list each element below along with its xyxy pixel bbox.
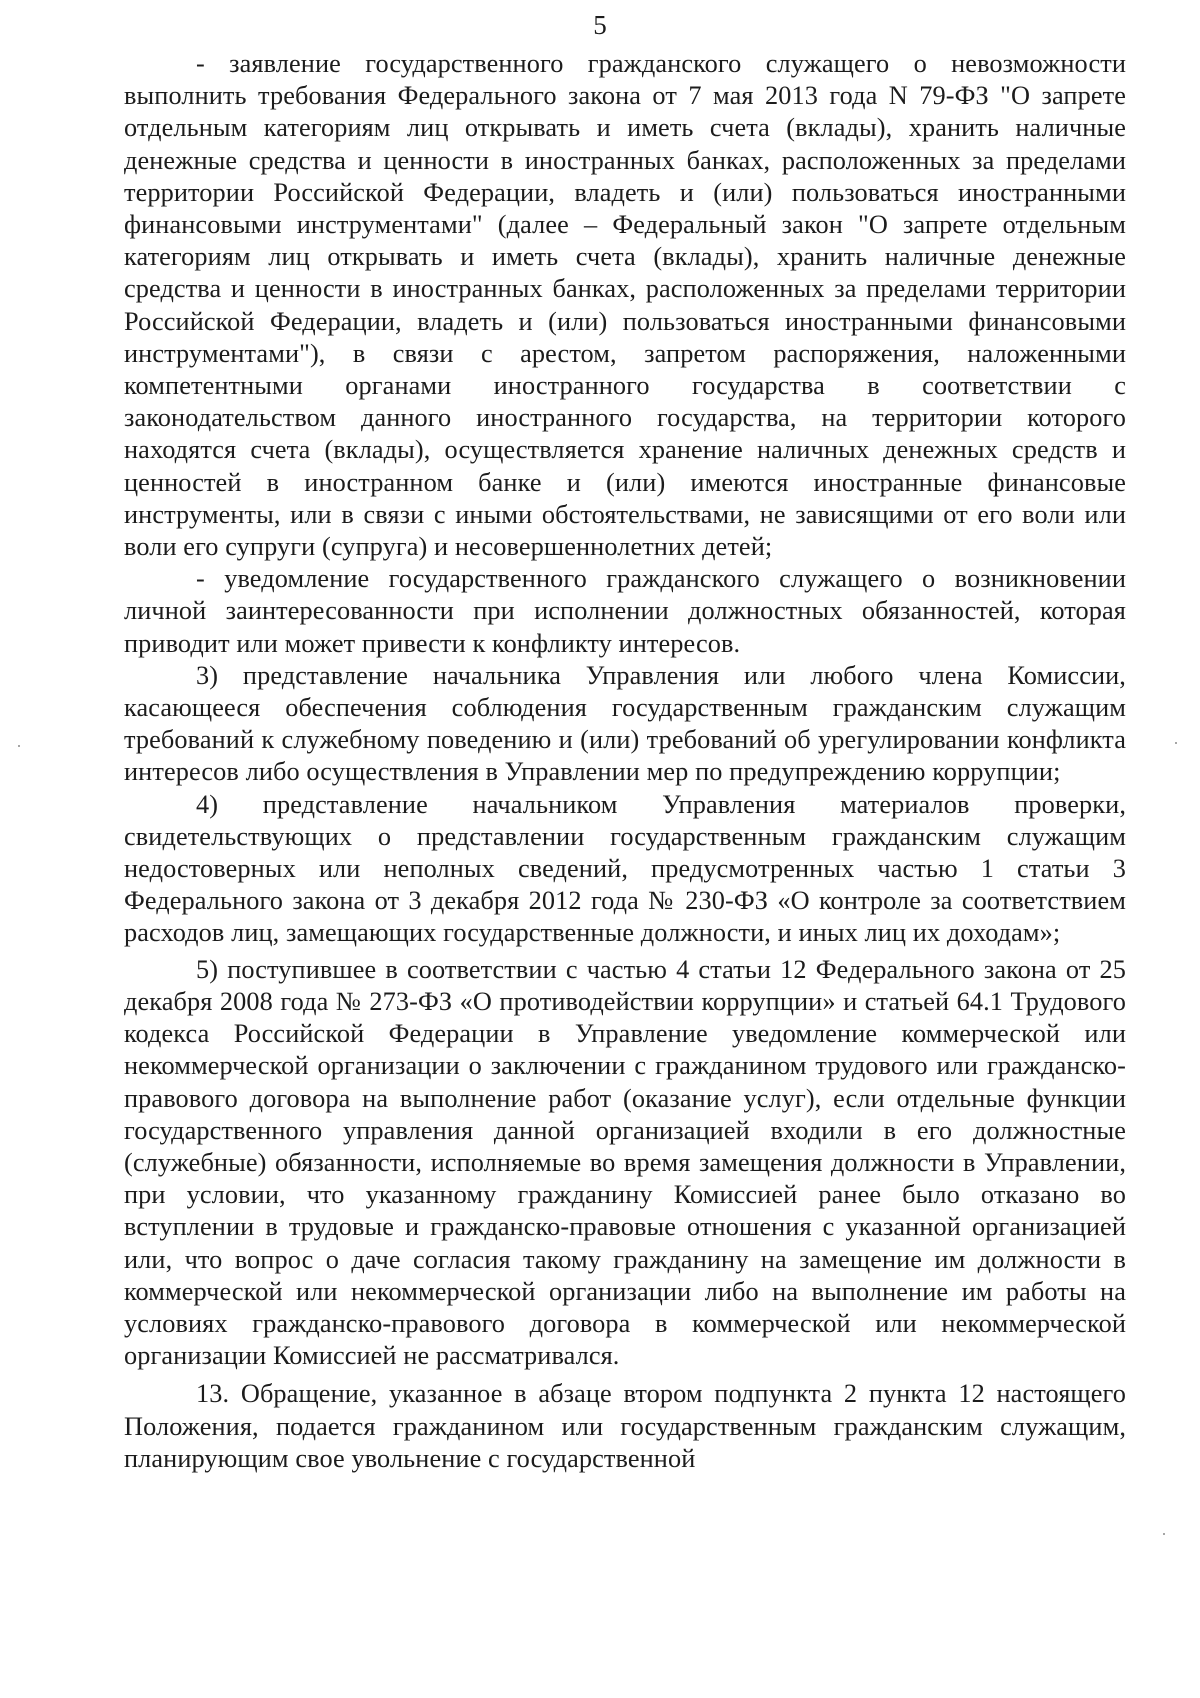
paragraph-statement-impossibility: - заявление государственного гражданского служащего о невозможности выполнить требования Федерального закона от 7 мая 2013 года N 79-ФЗ "О запрете отдельным категориям лиц открывать и иметь счета (вклады), хранить наличные денежные средства и ценности в иностранных банках, расположенных за пределами территории Российской Федерации, владеть и (или) пользоваться иностранными финансовыми инструментами" (далее – Федеральный закон "О запрете отдельным категориям лиц открывать и иметь счета (вклады), хранить наличные денежные средства и ценности в иностранных банках, расположенных за пределами территории Российской Федерации, владеть и (или) пользоваться иностранными финансовыми инструментами"), в связи с арестом, запретом распоряжения, наложенными компетентными органами иностранного государства в соответствии с законодательством данного иностранного государства, на территории которого находятся счета (вклады), осуществляется хранение наличных денежных средств и ценностей в иностранном банке и (или) имеются иностранные финансовые инструменты, или в связи с иными обстоятельствами, не зависящими от его воли или воли его супруги (супруга) и несовершеннолетних детей; <box>124 49 1126 562</box>
paragraph-item-5: 5) поступившее в соответствии с частью 4 статьи 12 Федерального закона от 25 декабря 2008 года № 273-ФЗ «О противодействии коррупции» и статьей 64.1 Трудового кодекса Российской Федерации в Управление уведомление коммерческой или некоммерческой организации о заключении с гражданином трудового или гражданско-правового договора на выполнение работ (оказание услуг), если отдельные функции государственного управления данной организацией входили в его должностные (служебные) обязанности, исполняемые во время замещения должности в Управлении, при условии, что указанному гражданину Комиссией ранее было отказано во вступлении в трудовые и гражданско-правовые отношения с указанной организацией или, что вопрос о даче согласия такому гражданину на замещение им должности в коммерческой или некоммерческой организации либо на выполнение им работы на условиях гражданско-правового договора в коммерческой или некоммерческой организации Комиссией не рассматривался. <box>124 954 1126 1371</box>
paragraph-item-3: 3) представление начальника Управления или любого члена Комиссии, касающееся обеспечения соблюдения государственным гражданским служащим требований к служебному поведению и (или) требований об урегулировании конфликта интересов либо осуществления в Управлении мер по предупреждению коррупции; <box>124 660 1126 787</box>
scan-speck <box>1175 742 1177 744</box>
scan-speck <box>1163 1533 1165 1535</box>
scan-speck <box>18 745 20 747</box>
document-body <box>124 48 1126 1475</box>
page-number: 5 <box>593 10 607 40</box>
paragraph-item-4: 4) представление начальником Управления материалов проверки, свидетельствующих о представлении государственным гражданским служащим недостоверных или неполных сведений, предусмотренных частью 1 статьи 3 Федерального закона от 3 декабря 2012 года № 230-ФЗ «О контроле за соответствием расходов лиц, замещающих государственные должности, и иных лиц их доходам»; <box>124 789 1126 948</box>
paragraph-notification-interest: - уведомление государственного гражданского служащего о возникновении личной заинтересованности при исполнении должностных обязанностей, которая приводит или может привести к конфликту интересов. <box>124 564 1126 658</box>
paragraph-clause-13: 13. Обращение, указанное в абзаце втором подпункта 2 пункта 12 настоящего Положения, подается гражданином или государственным гражданским служащим, планирующим свое увольнение с государственной <box>124 1379 1126 1473</box>
